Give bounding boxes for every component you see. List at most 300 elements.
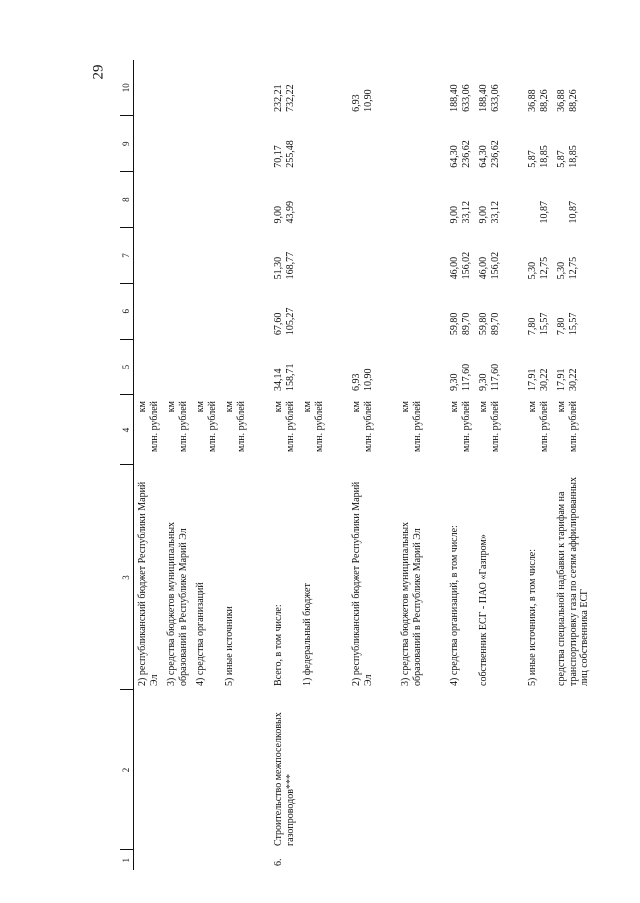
units-cell [270, 395, 299, 465]
value-cell [524, 172, 553, 228]
value [149, 176, 161, 224]
activity-name [524, 690, 553, 850]
value-cell [446, 172, 475, 228]
value-cell [192, 116, 221, 172]
value [302, 343, 314, 391]
funding-source: 3) средства бюджетов муниципальных образований в Республике Марий Эл [400, 521, 423, 686]
value: 89,70 [460, 312, 472, 336]
value [195, 64, 207, 112]
value [400, 232, 412, 280]
value [224, 176, 236, 224]
table-row [134, 60, 164, 870]
activity-name [192, 690, 221, 850]
value: 117,60 [460, 363, 472, 391]
table-body [134, 60, 594, 870]
value [166, 232, 178, 280]
table-row [348, 60, 377, 870]
funding-source: 4) средства организаций, в том числе: [449, 525, 460, 686]
value [363, 176, 375, 224]
value [195, 176, 207, 224]
value: 188,40 [478, 84, 489, 112]
value-cell [524, 116, 553, 172]
value [302, 64, 314, 112]
value-cell [299, 60, 328, 116]
value: 156,02 [460, 251, 472, 280]
value-cell [553, 228, 594, 284]
activity-name [397, 690, 426, 850]
value: 9,00 [478, 206, 489, 224]
value [207, 176, 219, 224]
rotated-table-container [120, 60, 600, 870]
value: 17,91 [527, 368, 538, 391]
value-cell [192, 228, 221, 284]
value-cell [134, 172, 164, 228]
unit-label: км [351, 401, 362, 413]
header-cell: 6 [120, 283, 134, 339]
row-spacer [426, 60, 446, 870]
value [412, 232, 424, 280]
value-cell [524, 60, 553, 116]
header-cell: 2 [120, 690, 134, 850]
value-cell [348, 228, 377, 284]
unit-label: км [449, 401, 460, 413]
value [178, 64, 190, 112]
activity-name [446, 690, 475, 850]
value [166, 120, 178, 168]
value [363, 287, 375, 335]
value: 168,77 [284, 251, 296, 280]
value [137, 176, 149, 224]
value [137, 343, 149, 391]
value: 7,80 [556, 317, 567, 336]
units-cell [475, 395, 504, 465]
value: 232,21 [273, 84, 284, 112]
value-cell [446, 339, 475, 395]
row-spacer [250, 60, 270, 870]
value [351, 232, 363, 280]
value: 51,30 [273, 256, 284, 280]
value-cell [446, 116, 475, 172]
funding-source: средства специальной надбавки к тарифам на транспортировку газа по сетям аффилированных лиц собственника ЕСГ [556, 476, 590, 686]
value [314, 64, 326, 112]
funding-source: собственник ЕСГ - ПАО «Газпром» [478, 534, 489, 686]
units-cell [192, 395, 221, 465]
value: 9,30 [449, 373, 460, 391]
funding-source: 5) иные источники [224, 606, 235, 686]
value-cell [299, 339, 328, 395]
value [137, 287, 149, 335]
table-row [475, 60, 504, 870]
value-cell [270, 228, 299, 284]
unit-label: км [478, 401, 489, 413]
value [224, 287, 236, 335]
value-cell [524, 228, 553, 284]
value: 89,70 [489, 312, 501, 336]
value [236, 176, 248, 224]
value: 88,26 [567, 89, 579, 112]
value: 12,75 [538, 256, 550, 280]
value [224, 232, 236, 280]
activity-name [299, 690, 328, 850]
value [412, 287, 424, 335]
value-cell [475, 116, 504, 172]
value: 17,91 [556, 368, 567, 391]
value: 5,87 [556, 150, 567, 168]
value-cell [270, 60, 299, 116]
value-cell [192, 60, 221, 116]
value: 5,30 [527, 261, 538, 280]
value: 255,48 [284, 140, 296, 168]
page-number: 29 [90, 64, 107, 80]
value [178, 232, 190, 280]
value: 6,93 [351, 373, 362, 391]
value: 105,27 [284, 307, 296, 336]
value-cell [553, 172, 594, 228]
header-cell: 8 [120, 172, 134, 228]
value: 633,06 [489, 84, 501, 112]
value [149, 232, 161, 280]
value [178, 176, 190, 224]
value-cell [221, 283, 250, 339]
value-cell [221, 339, 250, 395]
value: 117,60 [489, 363, 501, 391]
unit-label: км [166, 401, 177, 413]
unit-label: км [195, 401, 206, 413]
value-cell [553, 339, 594, 395]
value-cell [163, 283, 192, 339]
value: 10,87 [567, 201, 579, 224]
value-cell [397, 339, 426, 395]
unit-label: млн. рублей [148, 401, 160, 453]
value-cell [553, 283, 594, 339]
value [314, 287, 326, 335]
value [314, 232, 326, 280]
value [302, 287, 314, 335]
value-cell [348, 283, 377, 339]
value: 88,26 [538, 89, 550, 112]
value-cell [163, 339, 192, 395]
value-cell [221, 228, 250, 284]
value-cell [134, 228, 164, 284]
value [400, 64, 412, 112]
value-cell [221, 60, 250, 116]
value-cell [134, 116, 164, 172]
value [195, 287, 207, 335]
activity-name [475, 690, 504, 850]
value: 633,06 [460, 84, 472, 112]
unit-label: млн. рублей [460, 401, 472, 453]
header-cell: 5 [120, 339, 134, 395]
row-number [348, 850, 377, 870]
value-cell [397, 116, 426, 172]
header-cell: 3 [120, 465, 134, 690]
value [400, 120, 412, 168]
value [224, 343, 236, 391]
row-number [192, 850, 221, 870]
value-cell [475, 60, 504, 116]
value [314, 176, 326, 224]
value [400, 343, 412, 391]
value-cell [299, 116, 328, 172]
value-cell [348, 339, 377, 395]
value [314, 343, 326, 391]
unit-label: км [302, 401, 313, 413]
row-number [475, 850, 504, 870]
value [195, 120, 207, 168]
unit-label: млн. рублей [567, 401, 579, 453]
value [178, 343, 190, 391]
units-cell [221, 395, 250, 465]
value-cell [553, 60, 594, 116]
table-row [524, 60, 553, 870]
value: 6,93 [351, 94, 362, 112]
unit-label: км [273, 401, 284, 413]
row-number [134, 850, 164, 870]
value: 30,22 [538, 368, 550, 391]
value [412, 343, 424, 391]
value: 9,00 [449, 206, 460, 224]
value [302, 176, 314, 224]
value [412, 176, 424, 224]
value: 9,30 [478, 373, 489, 391]
value-cell [299, 172, 328, 228]
value: 12,75 [567, 256, 579, 280]
value-cell [192, 339, 221, 395]
value-cell [270, 339, 299, 395]
value [527, 176, 539, 224]
value [224, 120, 236, 168]
value-cell [270, 172, 299, 228]
value-cell [221, 172, 250, 228]
value-cell [163, 60, 192, 116]
value-cell [299, 228, 328, 284]
header-cell: 1 [120, 850, 134, 870]
table-row [221, 60, 250, 870]
units-cell [163, 395, 192, 465]
value: 9,00 [273, 206, 284, 224]
value-cell [524, 339, 553, 395]
value-cell [475, 172, 504, 228]
header-cell: 10 [120, 60, 134, 116]
value [149, 64, 161, 112]
header-row [120, 60, 134, 870]
value: 188,40 [449, 84, 460, 112]
value: 10,90 [362, 368, 374, 391]
value: 43,99 [284, 201, 296, 224]
row-number [553, 850, 594, 870]
value: 15,57 [567, 312, 579, 336]
unit-label: млн. рублей [177, 401, 189, 453]
value: 18,85 [567, 145, 579, 168]
header-cell: 7 [120, 228, 134, 284]
value [207, 64, 219, 112]
value-cell [192, 283, 221, 339]
value: 30,22 [567, 368, 579, 391]
unit-label: млн. рублей [411, 401, 423, 453]
row-spacer [377, 60, 397, 870]
value: 5,30 [556, 261, 567, 280]
units-cell [134, 395, 164, 465]
funding-source: 3) средства бюджетов муниципальных образований в Республике Марий Эл [166, 521, 189, 686]
table-row [192, 60, 221, 870]
row-number [524, 850, 553, 870]
units-cell [553, 395, 594, 465]
value [314, 120, 326, 168]
units-cell [299, 395, 328, 465]
row-number [397, 850, 426, 870]
value-cell [397, 283, 426, 339]
value [556, 176, 568, 224]
value [207, 120, 219, 168]
funding-source: 4) средства организаций [195, 582, 206, 686]
row-number [446, 850, 475, 870]
row-spacer [328, 60, 348, 870]
funding-source: 2) республиканский бюджет Республики Марий Эл [137, 481, 160, 686]
value: 732,22 [284, 84, 296, 112]
value: 158,71 [284, 363, 296, 391]
value: 33,12 [489, 201, 501, 224]
activity-name [221, 690, 250, 850]
value: 33,12 [460, 201, 472, 224]
value [351, 287, 363, 335]
row-number [163, 850, 192, 870]
funding-source: Всего, в том числе: [273, 604, 284, 686]
value [412, 120, 424, 168]
row-spacer [504, 60, 524, 870]
row-number [221, 850, 250, 870]
value-cell [134, 60, 164, 116]
value [137, 120, 149, 168]
value: 36,88 [556, 89, 567, 112]
value-cell [348, 60, 377, 116]
value [351, 120, 363, 168]
value: 236,62 [460, 140, 472, 168]
value-cell [192, 172, 221, 228]
unit-label: млн. рублей [206, 401, 218, 453]
unit-label: км [527, 401, 538, 413]
value-cell [299, 283, 328, 339]
value [195, 343, 207, 391]
value [166, 176, 178, 224]
table-row [299, 60, 328, 870]
table-row [553, 60, 594, 870]
value [195, 232, 207, 280]
value-cell [475, 283, 504, 339]
value [166, 343, 178, 391]
value: 34,14 [273, 368, 284, 391]
value [236, 64, 248, 112]
table-row [163, 60, 192, 870]
value [207, 232, 219, 280]
value-cell [446, 228, 475, 284]
activity-name [163, 690, 192, 850]
value-cell [524, 283, 553, 339]
value-cell [134, 339, 164, 395]
value [400, 287, 412, 335]
value-cell [397, 60, 426, 116]
unit-label: км [137, 401, 148, 413]
value [363, 120, 375, 168]
unit-label: млн. рублей [362, 401, 374, 453]
value: 46,00 [449, 256, 460, 280]
value [224, 64, 236, 112]
row-number: 6. [273, 858, 284, 866]
header-cell: 9 [120, 116, 134, 172]
value: 59,80 [478, 312, 489, 336]
value: 5,87 [527, 150, 538, 168]
value-cell [163, 172, 192, 228]
units-cell [397, 395, 426, 465]
value [207, 287, 219, 335]
value [149, 343, 161, 391]
value-cell [446, 283, 475, 339]
unit-label: млн. рублей [538, 401, 550, 453]
funding-source: 2) республиканский бюджет Республики Марий Эл [351, 481, 374, 686]
value-cell [221, 116, 250, 172]
value [149, 287, 161, 335]
unit-label: млн. рублей [284, 401, 296, 453]
data-table [120, 60, 594, 870]
activity-name [134, 690, 164, 850]
value [207, 343, 219, 391]
row-number [299, 850, 328, 870]
value: 7,80 [527, 317, 538, 336]
value [302, 120, 314, 168]
value-cell [348, 116, 377, 172]
value [302, 232, 314, 280]
value [236, 232, 248, 280]
unit-label: км [224, 401, 235, 413]
table-row [397, 60, 426, 870]
value-cell [397, 172, 426, 228]
value [166, 287, 178, 335]
value: 70,17 [273, 145, 284, 168]
unit-label: млн. рублей [489, 401, 501, 453]
value: 18,85 [538, 145, 550, 168]
value-cell [163, 116, 192, 172]
value-cell [475, 228, 504, 284]
value [236, 343, 248, 391]
value-cell [348, 172, 377, 228]
value-cell [134, 283, 164, 339]
activity-name [348, 690, 377, 850]
header-cell: 4 [120, 395, 134, 465]
funding-source: 1) федеральный бюджет [302, 583, 313, 686]
value [178, 287, 190, 335]
value [149, 120, 161, 168]
value: 236,62 [489, 140, 501, 168]
value [166, 64, 178, 112]
unit-label: млн. рублей [235, 401, 247, 453]
value: 156,02 [489, 251, 501, 280]
unit-label: км [400, 401, 411, 413]
value: 64,30 [478, 145, 489, 168]
value [178, 120, 190, 168]
value: 59,80 [449, 312, 460, 336]
value [236, 120, 248, 168]
value: 10,87 [538, 201, 550, 224]
table-row [446, 60, 475, 870]
value [137, 64, 149, 112]
units-cell [348, 395, 377, 465]
value: 46,00 [478, 256, 489, 280]
value: 15,57 [538, 312, 550, 336]
funding-source: 5) иные источники, в том числе: [527, 548, 538, 686]
value [137, 232, 149, 280]
value [412, 64, 424, 112]
value-cell [163, 228, 192, 284]
units-cell [446, 395, 475, 465]
